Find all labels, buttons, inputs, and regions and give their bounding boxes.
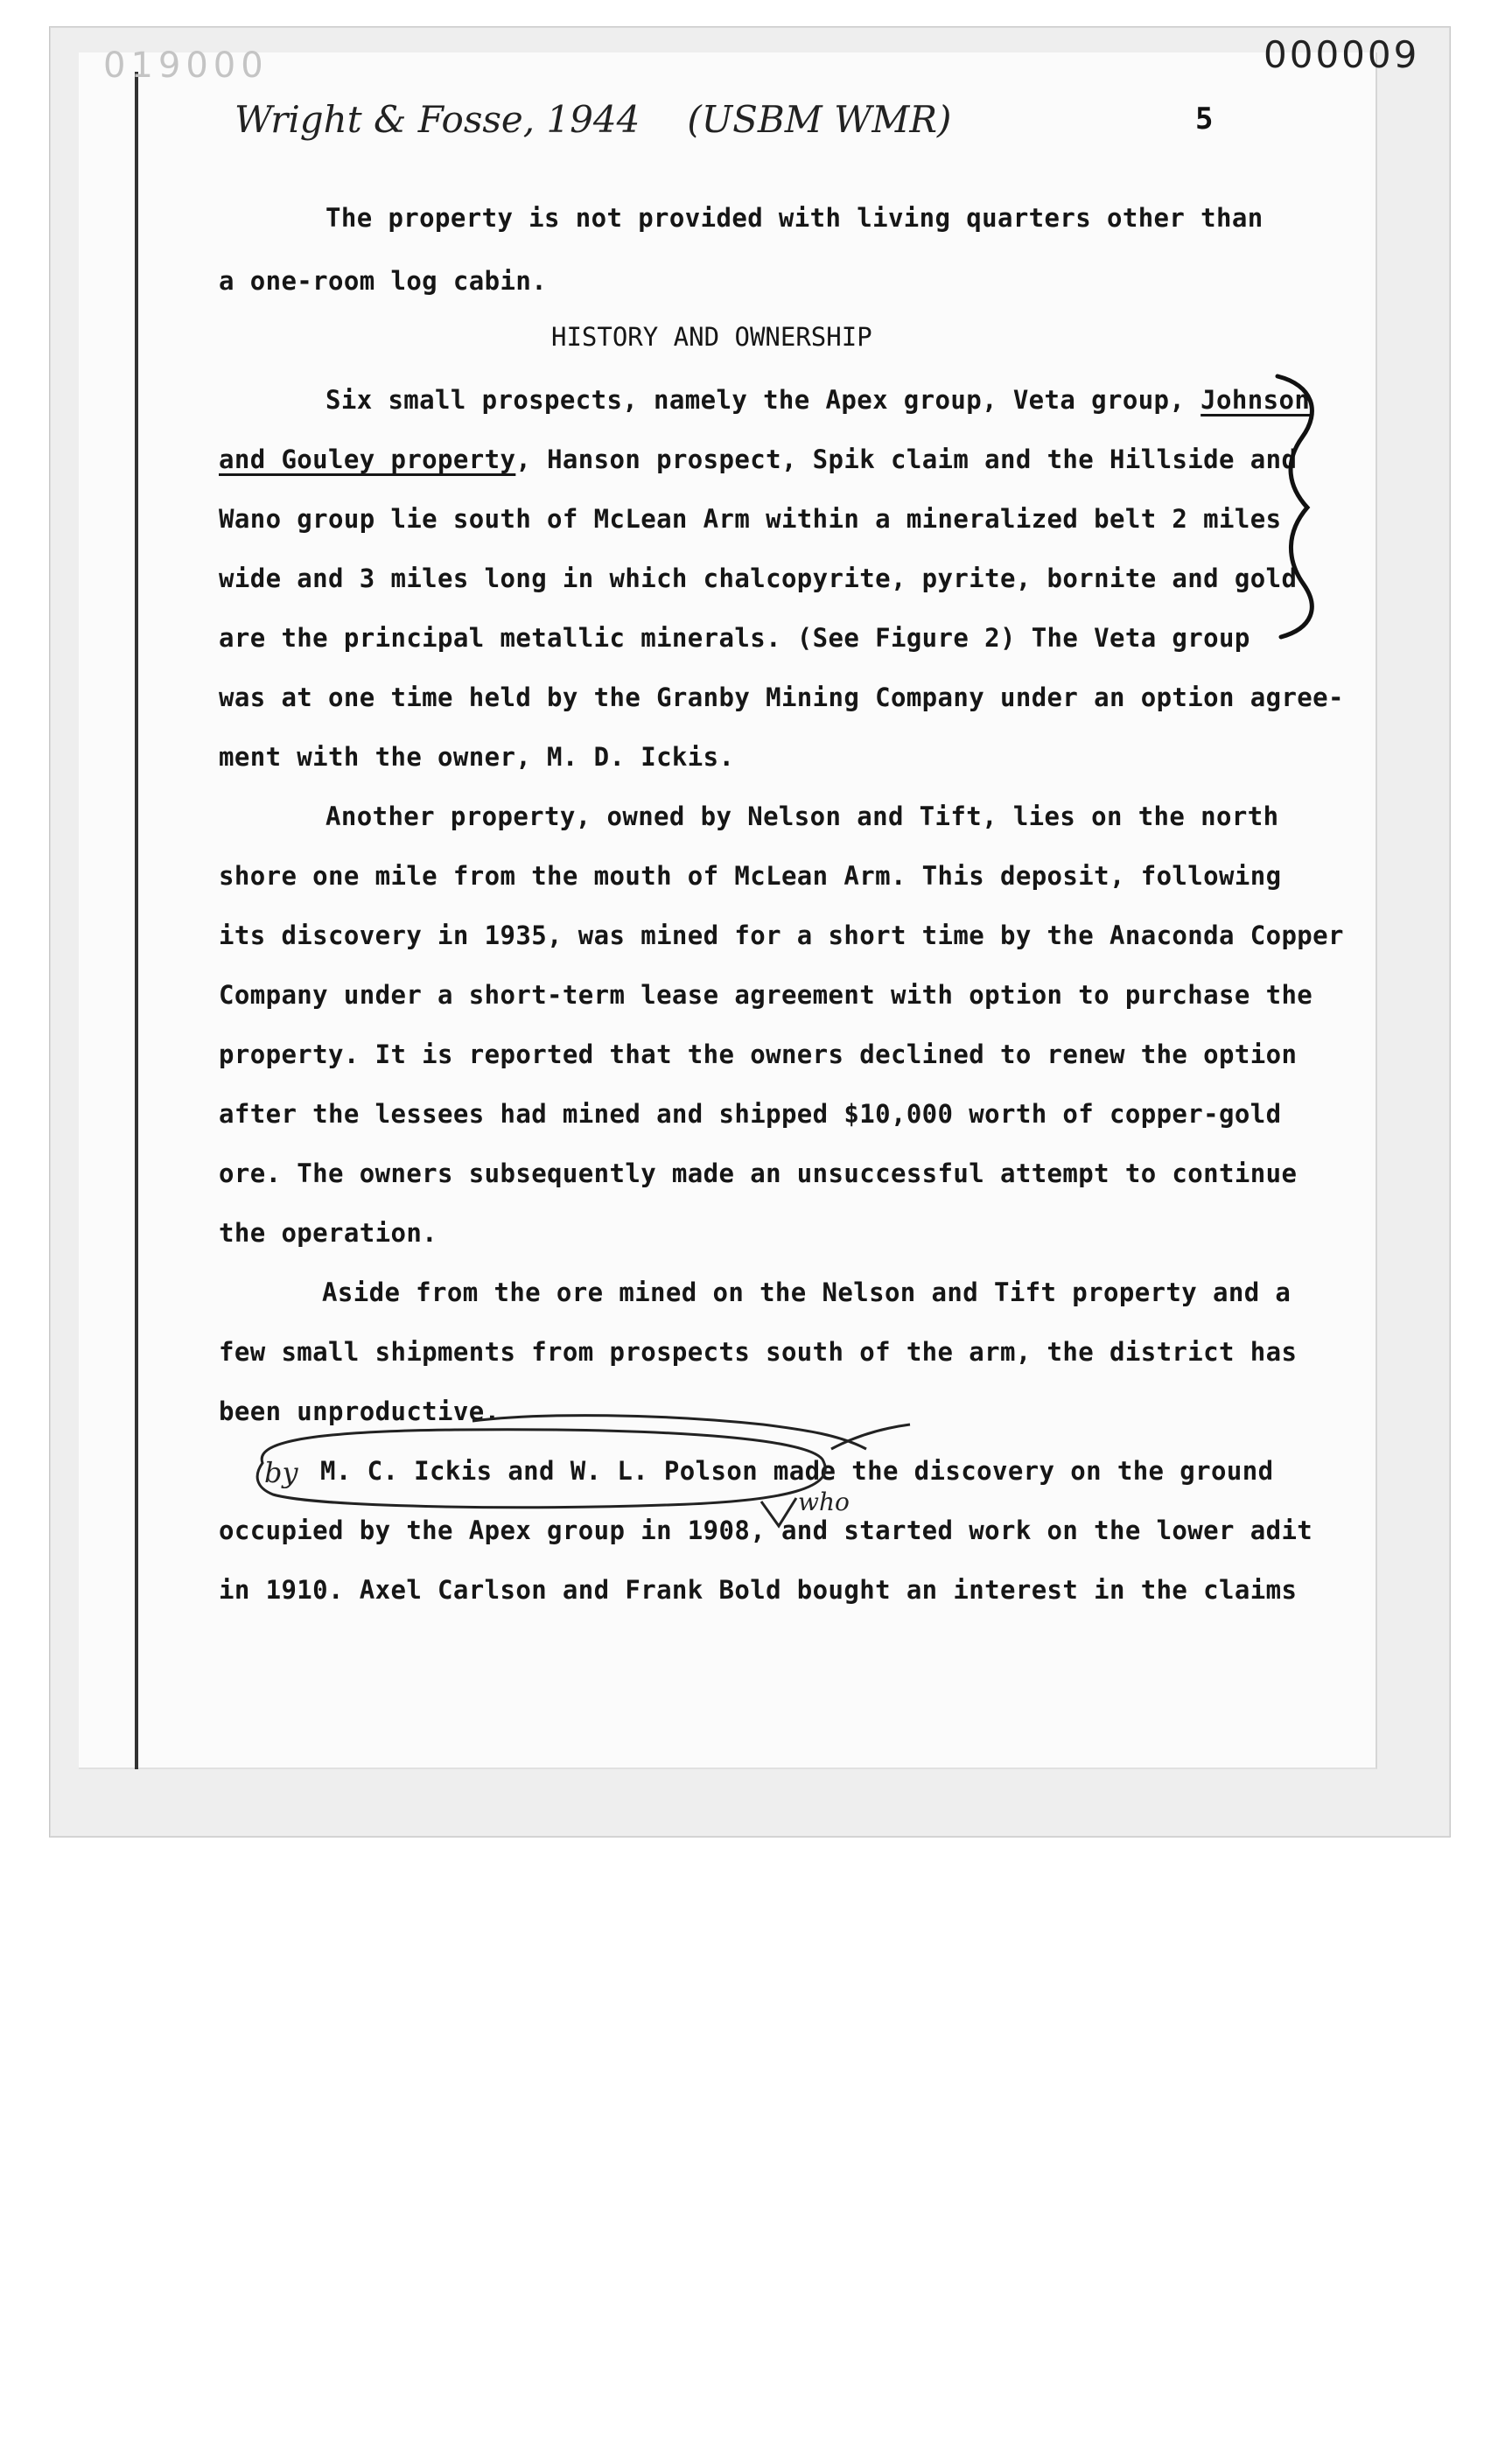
binding-margin-line: [135, 72, 138, 1769]
text-line: [326, 385, 1310, 415]
text-line: occupied by the Apex group in 1908, and started work on the lower adit: [219, 1516, 1313, 1545]
text-line: are the principal metallic minerals. (See Figure 2) The Veta group: [219, 623, 1250, 653]
text-line: The property is not provided with living quarters other than: [326, 203, 1264, 233]
text-line: [219, 444, 1297, 474]
faded-stamp-number: 019000: [103, 46, 269, 86]
text-line: Company under a short-term lease agreement with option to purchase the: [219, 980, 1313, 1010]
text-line: Another property, owned by Nelson and Tift, lies on the north: [326, 802, 1279, 831]
text-line: a one-room log cabin.: [219, 266, 548, 296]
text-line: few small shipments from prospects south of the arm, the district has: [219, 1337, 1298, 1367]
page-number: 5: [1195, 102, 1214, 136]
handwritten-citation: [234, 98, 951, 141]
text-line: Wano group lie south of McLean Arm within a mineralized belt 2 miles: [219, 504, 1282, 534]
text-line: its discovery in 1935, was mined for a short time by the Anaconda Copper: [219, 920, 1344, 950]
text-line: in 1910. Axel Carlson and Frank Bold bought an interest in the claims: [219, 1575, 1298, 1605]
underlined-text: and Gouley property: [219, 444, 516, 474]
bates-stamp-number: 000009: [1264, 33, 1420, 76]
text-line: was at one time held by the Granby Mining Company under an option agree-: [219, 682, 1344, 712]
text-line: ment with the owner, M. D. Ickis.: [219, 742, 735, 772]
text-fragment: , Hanson prospect, Spik claim and the Hillside and: [515, 444, 1298, 474]
text-line: Aside from the ore mined on the Nelson and Tift property and a: [322, 1278, 1292, 1307]
text-line: M. C. Ickis and W. L. Polson made the discovery on the ground: [320, 1456, 1274, 1486]
text-line: ore. The owners subsequently made an unsuccessful attempt to continue: [219, 1158, 1298, 1188]
handwritten-title: Wright & Fosse, 1944: [234, 98, 640, 141]
text-line: been unproductive.: [219, 1396, 500, 1426]
handwritten-source: (USBM WMR): [687, 98, 952, 141]
underlined-text: Johnson: [1200, 385, 1311, 415]
section-heading: HISTORY AND OWNERSHIP: [551, 322, 872, 352]
handwritten-who-note: who: [798, 1488, 850, 1516]
text-line: the operation.: [219, 1218, 438, 1248]
handwritten-by-note: by: [264, 1456, 298, 1489]
text-line: shore one mile from the mouth of McLean Arm. This deposit, following: [219, 861, 1282, 891]
text-fragment: Six small prospects, namely the Apex group, Veta group,: [326, 385, 1186, 415]
text-line: wide and 3 miles long in which chalcopyrite, pyrite, bornite and gold: [219, 564, 1298, 593]
document-page: [79, 52, 1377, 1769]
text-line: property. It is reported that the owners declined to renew the option: [219, 1040, 1298, 1069]
text-line: after the lessees had mined and shipped $10,000 worth of copper-gold: [219, 1099, 1282, 1129]
